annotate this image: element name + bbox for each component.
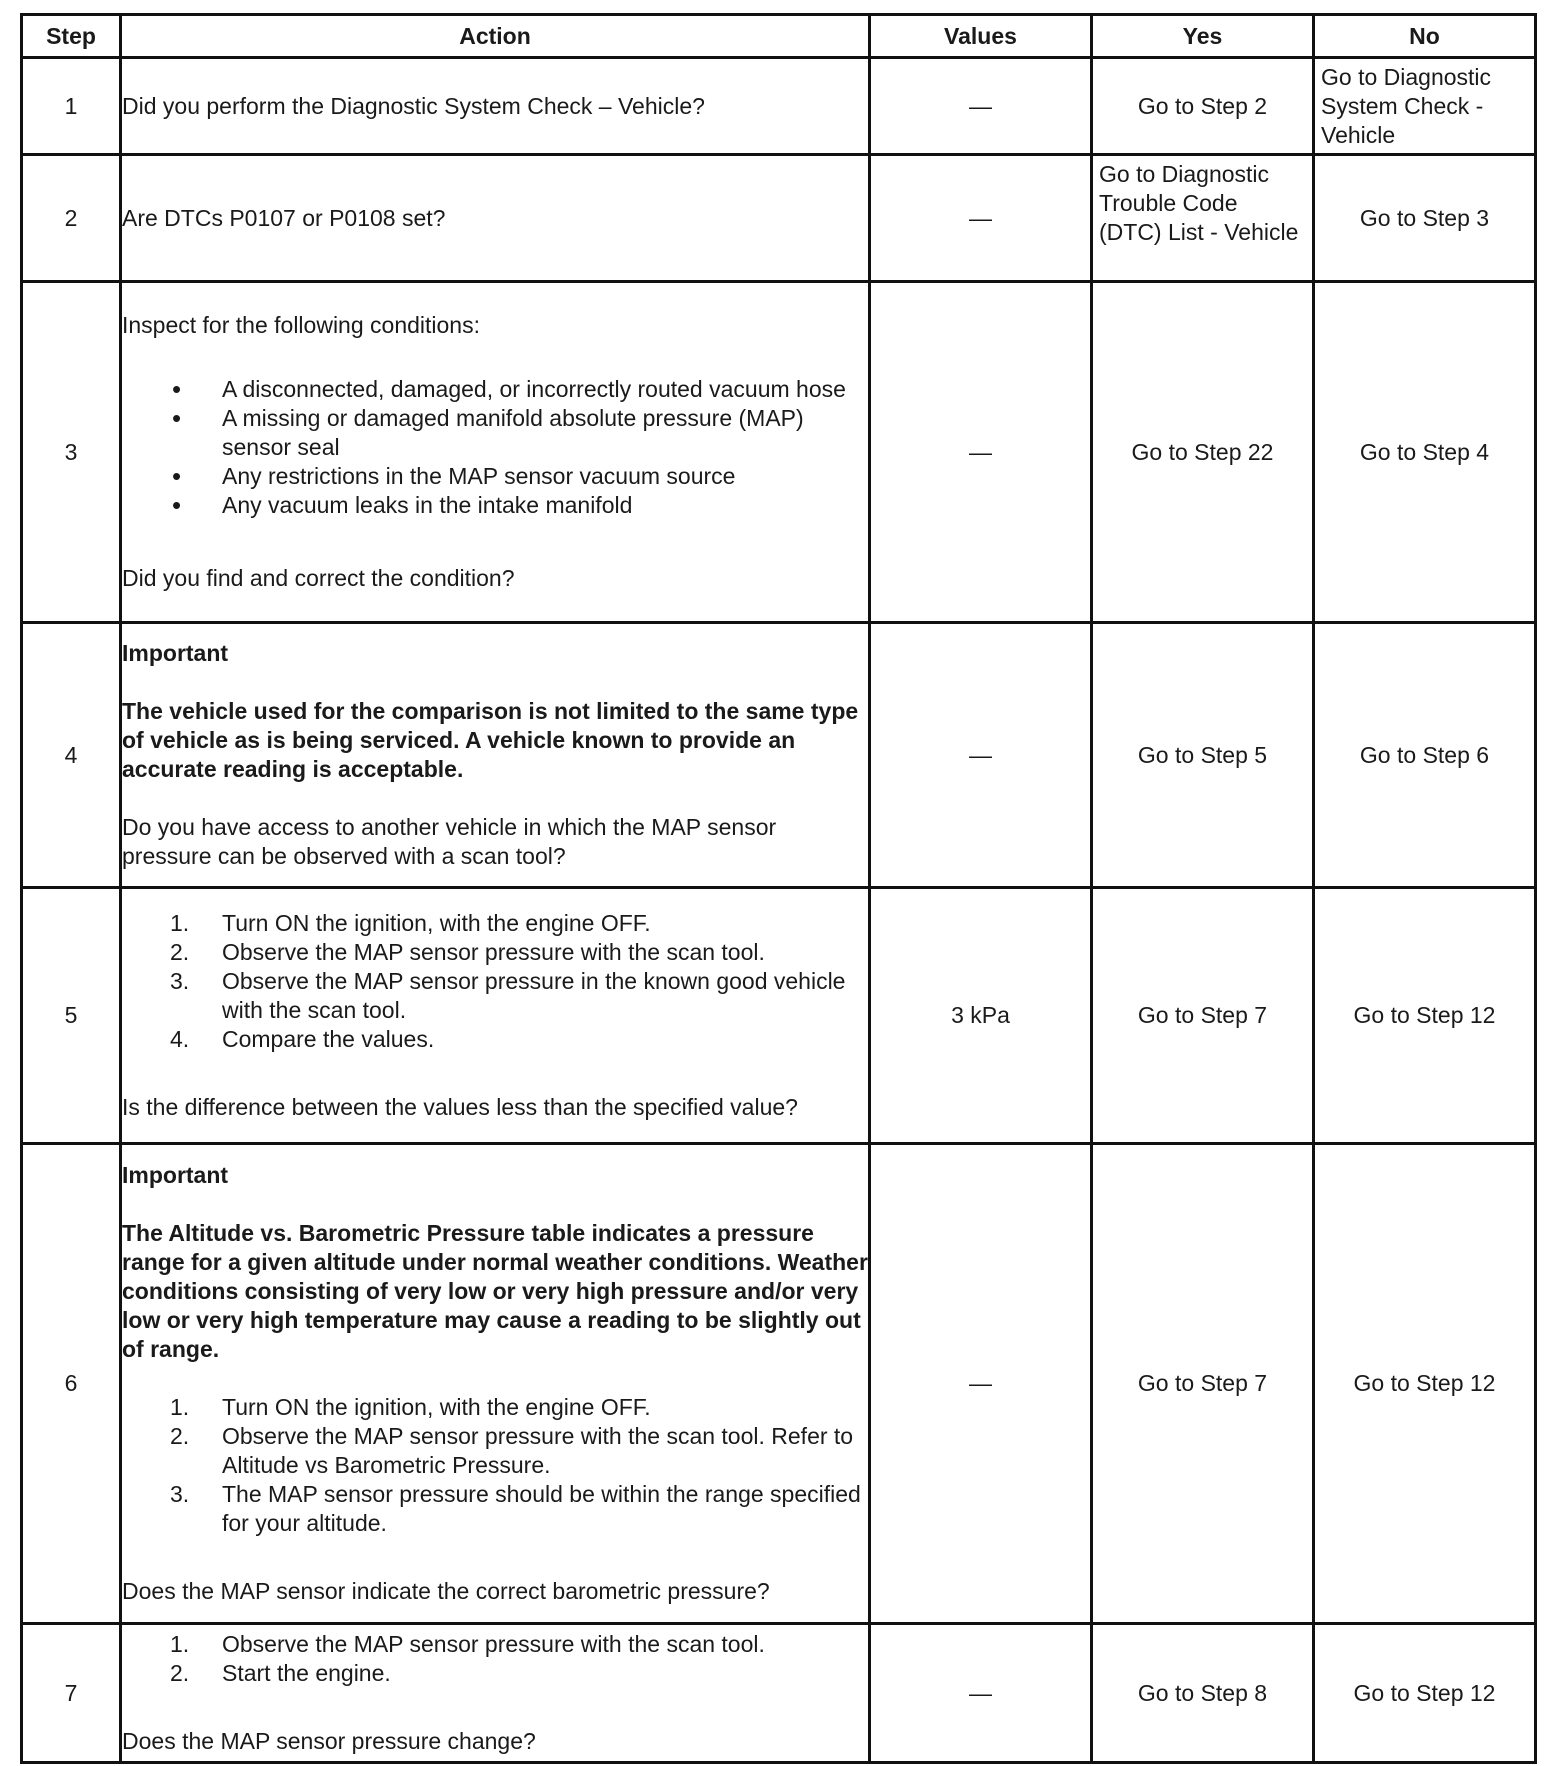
- table-row: [22, 888, 1536, 1144]
- table-row: [22, 623, 1536, 888]
- list-item: • Any vacuum leaks in the intake manifold: [122, 491, 868, 520]
- header-yes: Yes: [1092, 15, 1314, 58]
- values-cell: —: [870, 155, 1092, 282]
- action-question: Did you perform the Diagnostic System Check – Vehicle?: [122, 92, 705, 119]
- procedure-list: [122, 1393, 868, 1538]
- procedure-list: [122, 909, 868, 1054]
- yes-cell: Go to Step 7: [1092, 888, 1314, 1144]
- important-label: Important: [122, 1162, 229, 1188]
- action-cell: [121, 888, 870, 1144]
- table-header-row: [22, 15, 1536, 58]
- no-cell: Go to Step 6: [1314, 623, 1536, 888]
- action-cell: [121, 155, 870, 282]
- action-cell: [121, 1144, 870, 1624]
- action-question: Does the MAP sensor indicate the correct barometric pressure?: [122, 1578, 770, 1604]
- header-step: Step: [22, 15, 121, 58]
- list-item: • A disconnected, damaged, or incorrectly routed vacuum hose: [122, 375, 868, 404]
- no-cell: Go to Diagnostic System Check - Vehicle: [1314, 58, 1536, 155]
- list-item: 1. Observe the MAP sensor pressure with the scan tool.: [170, 1631, 765, 1657]
- list-item: 3. The MAP sensor pressure should be within the range specified for your altitude.: [170, 1481, 861, 1536]
- yes-cell: Go to Step 7: [1092, 1144, 1314, 1624]
- step-number: 3: [22, 282, 121, 623]
- yes-cell: Go to Diagnostic Trouble Code (DTC) List - Vehicle: [1092, 155, 1314, 282]
- header-action: Action: [121, 15, 870, 58]
- list-item: • Any restrictions in the MAP sensor vacuum source: [122, 462, 868, 491]
- list-item: 1. Turn ON the ignition, with the engine OFF.: [170, 1394, 651, 1420]
- table-row: [22, 58, 1536, 155]
- diagnostic-table: [20, 13, 1537, 1764]
- list-item: 2. Observe the MAP sensor pressure with the scan tool.: [170, 939, 765, 965]
- important-note: The vehicle used for the comparison is not limited to the same type of vehicle as is being serviced. A vehicle known to provide an accurate reading is acceptable.: [122, 698, 859, 782]
- step-number: 6: [22, 1144, 121, 1624]
- action-question: Are DTCs P0107 or P0108 set?: [122, 204, 446, 231]
- list-item: 3. Observe the MAP sensor pressure in the known good vehicle with the scan tool.: [170, 968, 846, 1023]
- table-row: [22, 1144, 1536, 1624]
- no-cell: Go to Step 12: [1314, 1624, 1536, 1763]
- no-cell: Go to Step 3: [1314, 155, 1536, 282]
- yes-cell: Go to Step 2: [1092, 58, 1314, 155]
- table-row: [22, 1624, 1536, 1763]
- yes-cell: Go to Step 22: [1092, 282, 1314, 623]
- yes-cell: Go to Step 8: [1092, 1624, 1314, 1763]
- values-cell: 3 kPa: [870, 888, 1092, 1144]
- action-cell: [121, 282, 870, 623]
- values-cell: —: [870, 58, 1092, 155]
- no-cell: Go to Step 12: [1314, 888, 1536, 1144]
- step-number: 1: [22, 58, 121, 155]
- action-cell: [121, 58, 870, 155]
- important-note: The Altitude vs. Barometric Pressure table indicates a pressure range for a given altitude under normal weather conditions. Weather conditions consisting of very low or very high pressure and/or very low or very high temperature may cause a reading to be slightly out of range.: [122, 1220, 868, 1362]
- no-cell: Go to Step 12: [1314, 1144, 1536, 1624]
- no-cell: Go to Step 4: [1314, 282, 1536, 623]
- action-question: Does the MAP sensor pressure change?: [122, 1728, 536, 1754]
- header-values: Values: [870, 15, 1092, 58]
- step-number: 5: [22, 888, 121, 1144]
- action-intro: Inspect for the following conditions:: [122, 312, 480, 338]
- table-row: [22, 282, 1536, 623]
- list-item: 4. Compare the values.: [170, 1026, 435, 1052]
- action-question: Is the difference between the values less than the specified value?: [122, 1094, 798, 1120]
- list-item: 2. Start the engine.: [170, 1660, 391, 1686]
- list-item: 2. Observe the MAP sensor pressure with the scan tool. Refer to Altitude vs Barometric Pressure.: [170, 1423, 854, 1478]
- diagnostic-document: [20, 13, 1537, 1764]
- values-cell: —: [870, 1144, 1092, 1624]
- condition-list: [122, 375, 868, 520]
- procedure-list: [122, 1630, 868, 1688]
- step-number: 2: [22, 155, 121, 282]
- action-cell: [121, 1624, 870, 1763]
- table-row: [22, 155, 1536, 282]
- important-label: Important: [122, 640, 229, 666]
- action-cell: [121, 623, 870, 888]
- yes-cell: Go to Step 5: [1092, 623, 1314, 888]
- values-cell: —: [870, 1624, 1092, 1763]
- list-item: • A missing or damaged manifold absolute pressure (MAP) sensor seal: [122, 404, 868, 462]
- values-cell: —: [870, 623, 1092, 888]
- action-question: Did you find and correct the condition?: [122, 565, 515, 591]
- values-cell: —: [870, 282, 1092, 623]
- action-question: Do you have access to another vehicle in which the MAP sensor pressure can be observed with a scan tool?: [122, 814, 777, 869]
- step-number: 4: [22, 623, 121, 888]
- list-item: 1. Turn ON the ignition, with the engine OFF.: [170, 910, 651, 936]
- step-number: 7: [22, 1624, 121, 1763]
- header-no: No: [1314, 15, 1536, 58]
